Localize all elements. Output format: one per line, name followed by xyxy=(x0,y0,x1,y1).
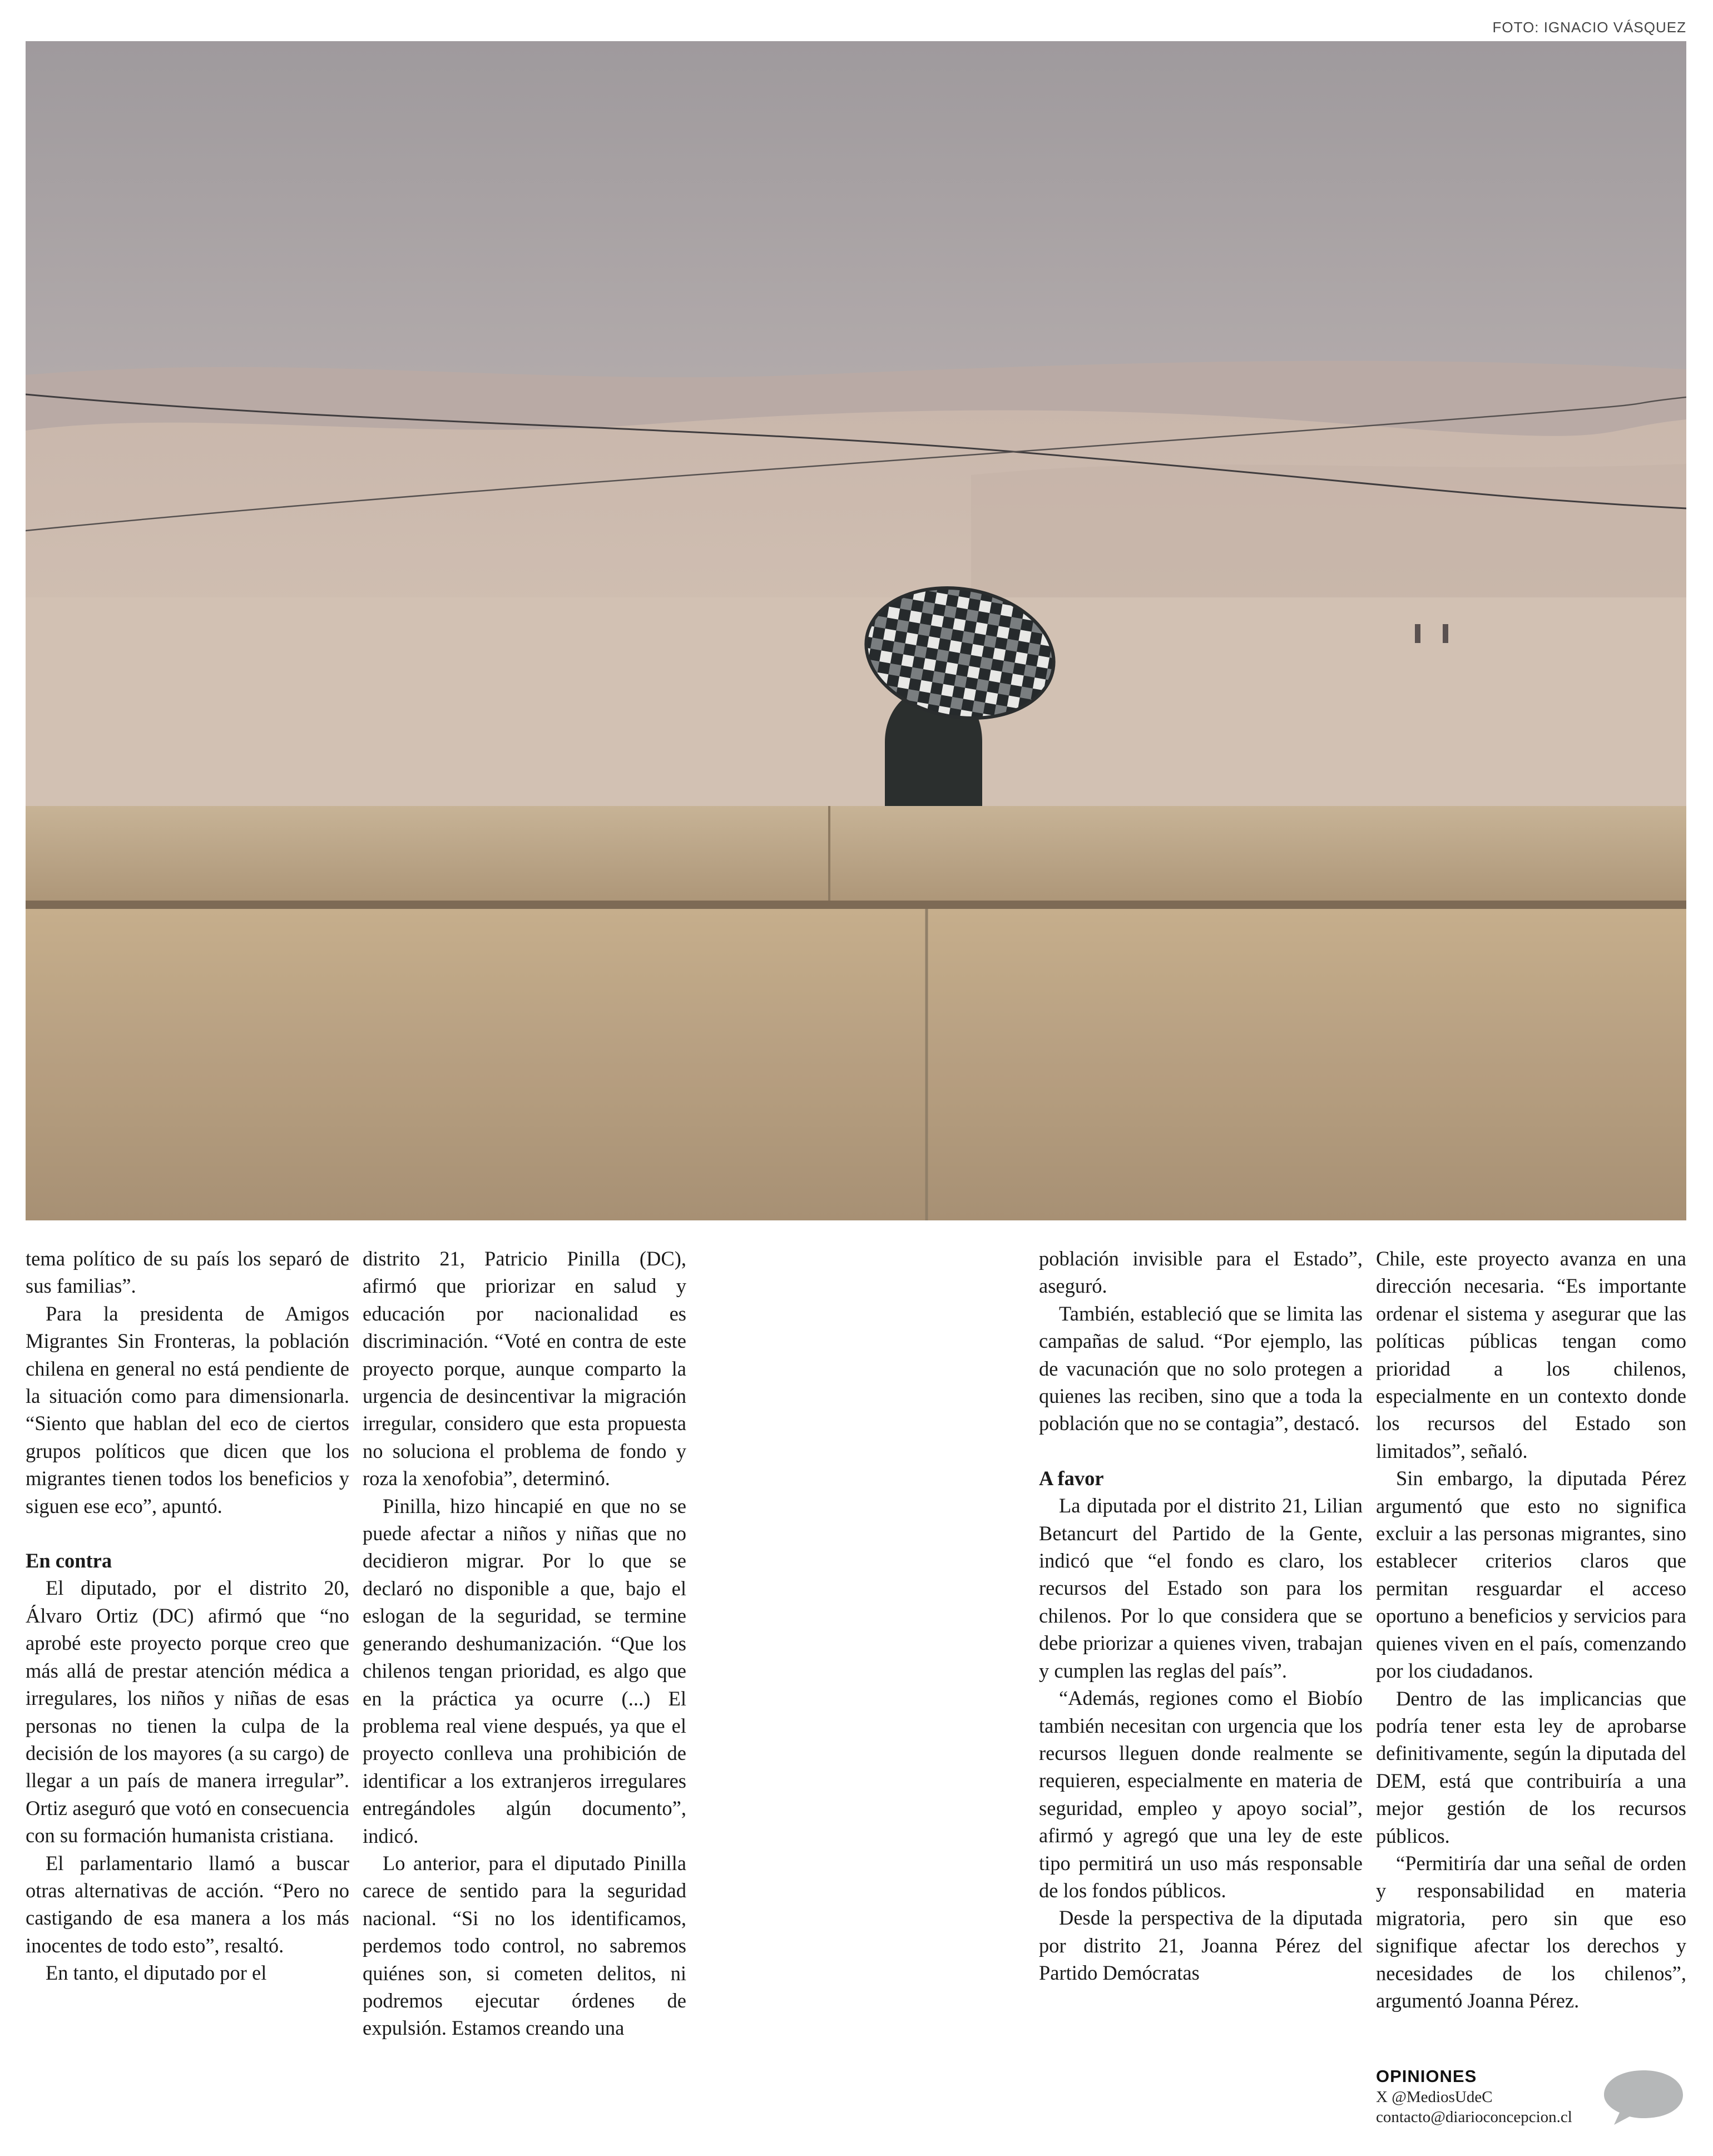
paragraph: Lo anterior, para el diputado Pinilla carece de sentido para la seguridad nacional. “Si no los identificamos, perdemos todo control, no sabremos quiénes son, si cometen delitos, ni podremos ejecutar órdenes de expulsión. Estamos creando una xyxy=(363,1851,686,2040)
paragraph: población invisible para el Estado”, aseguró. xyxy=(1039,1247,1363,1298)
paragraph: Chile, este proyecto avanza en una dirección necesaria. “Es importante ordenar el sistema y asegurar que las políticas públicas tengan como prioridad a los chilenos, especialmente en un contexto donde los recursos del Estado son limitados”, señaló. xyxy=(1376,1247,1686,1462)
paragraph: También, estableció que se limita las campañas de salud. “Por ejemplo, las de vacunación que no solo protegen a quienes las reciben, sino que a toda la población que no se contagia”, destacó. xyxy=(1039,1302,1363,1435)
opinions-box xyxy=(1376,2066,1687,2128)
paragraph: tema político de su país los separó de sus familias”. xyxy=(26,1247,349,1298)
contact-email: contacto@diarioconcepcion.cl xyxy=(1376,2108,1572,2126)
paragraph: La diputada por el distrito 21, Lilian Betancurt del Partido de la Gente, indicó que “el fondo es claro, los recursos del Estado son para los chilenos. Por lo que considera que se debe priorizar a quienes viven, trabajan y cumplen las reglas del país”. xyxy=(1039,1494,1363,1682)
paragraph: distrito 21, Patricio Pinilla (DC), afirmó que priorizar en salud y educación por nacionalidad es discriminación. “Voté en contra de este proyecto porque, aunque comparto la urgencia de desincentivar la migración irregular, considero que esta propuesta no soluciona el problema de fondo y roza la xenofobia”, determinó. xyxy=(363,1247,686,1490)
social-handle: X @MediosUdeC xyxy=(1376,2088,1493,2106)
column-4 xyxy=(1376,1245,1686,2014)
paragraph: Sin embargo, la diputada Pérez argumentó que esto no significa excluir a las personas migrantes, sino establecer criterios claros que permitan resguardar el acceso oportuno a beneficios y servicios para quienes viven en el país, comenzando por los ciudadanos. xyxy=(1376,1467,1686,1683)
paragraph: En tanto, el diputado por el xyxy=(46,1961,267,1985)
main-photo xyxy=(26,41,1686,1220)
paragraph: “Además, regiones como el Biobío también necesitan con urgencia que los recursos lleguen donde realmente se requieren, especialmente en materia de seguridad, empleo y apoyo social”, afirmó y agregó que una ley de este tipo permitirá un uso más responsable de los fondos públicos. xyxy=(1039,1687,1363,1902)
paragraph: Dentro de las implicancias que podría tener esta ley de aprobarse definitivamente, según la diputada del DEM, está que contribuiría a una mejor gestión de los recursos públicos. xyxy=(1376,1687,1686,1847)
column-3 xyxy=(1039,1245,1363,1987)
column-2 xyxy=(363,1245,686,2042)
speech-bubble-icon xyxy=(1602,2067,1685,2127)
paragraph: Para la presidenta de Amigos Migrantes Sin Fronteras, la población chilena en general no está pendiente de la situación como para dimensionarla. “Siento que hablan del eco de ciertos grupos políticos que dicen que los migrantes tienen todos los beneficios y siguen ese eco”, apuntó. xyxy=(26,1302,349,1517)
paragraph: “Permitiría dar una señal de orden y responsabilidad en materia migratoria, pero sin que eso signifique afectar los derechos y necesidades de los chilenos”, argumentó Joanna Pérez. xyxy=(1376,1851,1686,2012)
photo-credit: FOTO: IGNACIO VÁSQUEZ xyxy=(1492,19,1686,36)
paragraph: El parlamentario llamó a buscar otras alternativas de acción. “Pero no castigando de esa manera a los más inocentes de todo esto”, resaltó. xyxy=(26,1851,349,1957)
section-heading-a-favor: A favor xyxy=(1039,1466,1104,1490)
paragraph: Desde la perspectiva de la diputada por distrito 21, Joanna Pérez del Partido Demócratas xyxy=(1039,1906,1363,1985)
column-1 xyxy=(26,1245,349,1987)
paragraph: El diputado, por el distrito 20, Álvaro Ortiz (DC) afirmó que “no aprobé este proyecto porque creo que más allá de prestar atención médica a irregulares, los niños y niñas de esas personas no tienen la culpa de la decisión de los mayores (a su cargo) de llegar a un país de manera irregular”. Ortiz aseguró que votó en consecuencia con su formación humanista cristiana. xyxy=(26,1576,349,1847)
article-body xyxy=(0,1245,1713,2124)
section-heading-en-contra: En contra xyxy=(26,1549,112,1573)
opinions-label: OPINIONES xyxy=(1376,2066,1477,2086)
desert-photo-illustration xyxy=(26,41,1686,1220)
paragraph: Pinilla, hizo hincapié en que no se puede afectar a niños y niñas que no decidieron migrar. Por lo que se declaró no disponible a que, bajo el eslogan de la seguridad, se termine generando deshumanización. “Que los chilenos tengan prioridad, es algo que en la práctica ya ocurre (...) El problema real viene después, ya que el proyecto conlleva una prohibición de identificar a los extranjeros irregulares entregándoles algún documento”, indicó. xyxy=(363,1494,686,1847)
